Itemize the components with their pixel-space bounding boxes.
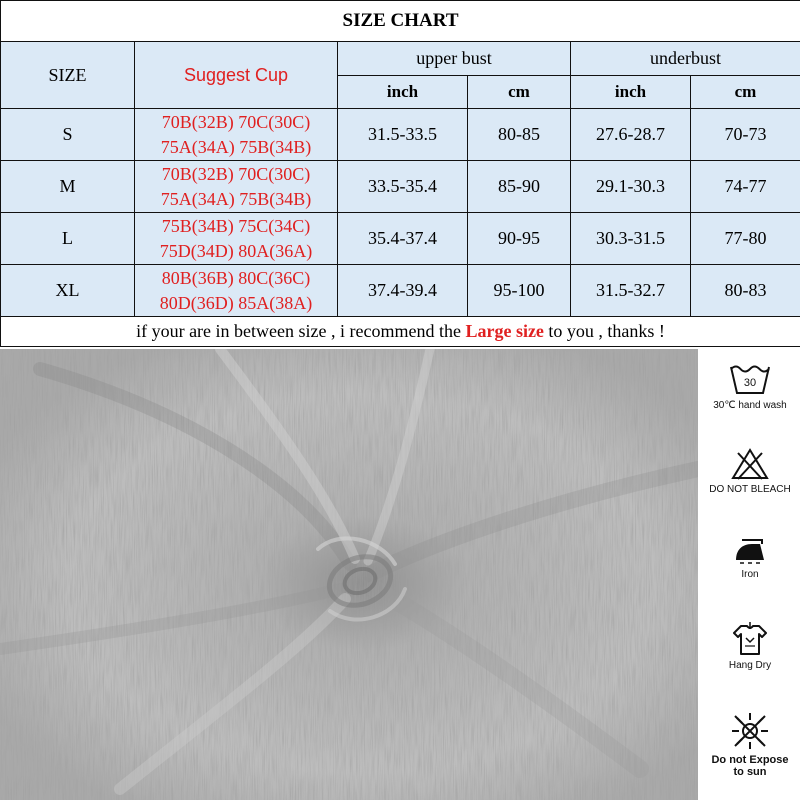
hang-dry-icon [730, 621, 770, 657]
upper-bust-header: upper bust [338, 42, 571, 76]
size-cell: L [1, 213, 135, 265]
iron-icon [730, 534, 770, 566]
fabric-photo [0, 349, 698, 800]
size-header: SIZE [1, 42, 135, 109]
note-text: if your are in between size , i recommend the [136, 321, 466, 341]
upper-bust-inch-cell: 35.4-37.4 [338, 213, 468, 265]
upper-bust-cm-cell: 90-95 [468, 213, 571, 265]
underbust-header: underbust [571, 42, 800, 76]
cup-line: 75D(34D) 80A(36A) [159, 240, 313, 261]
care-hang-dry [700, 621, 800, 672]
underbust-inch-cell: 30.3-31.5 [571, 213, 691, 265]
upper-bust-cm-cell: 80-85 [468, 109, 571, 161]
iron-label: Iron [741, 569, 759, 580]
underbust-inch-header: inch [571, 76, 691, 109]
upper-bust-cm-cell: 85-90 [468, 161, 571, 213]
care-iron [700, 534, 800, 581]
cup-line: 75A(34A) 75B(34B) [160, 136, 312, 157]
care-no-bleach [700, 447, 800, 496]
cup-line: 75B(34B) 75C(34C) [161, 215, 311, 236]
underbust-cm-cell: 80-83 [691, 265, 800, 317]
wash-temp-label: 30 [743, 377, 757, 389]
upper-bust-cm-header: cm [468, 76, 571, 109]
upper-bust-inch-header: inch [338, 76, 468, 109]
table-row-m [1, 161, 800, 213]
no-sun-label-line-1: Do not Expose [711, 754, 789, 766]
no-bleach-icon [730, 447, 770, 481]
cup-cell [135, 161, 338, 213]
cup-line: 70B(32B) 70C(30C) [161, 163, 311, 184]
cup-line: 75A(34A) 75B(34B) [160, 188, 312, 209]
care-hand-wash [700, 361, 800, 412]
underbust-cm-cell: 70-73 [691, 109, 800, 161]
underbust-cm-cell: 77-80 [691, 213, 800, 265]
cup-cell [135, 213, 338, 265]
underbust-inch-cell: 31.5-32.7 [571, 265, 691, 317]
upper-bust-cm-cell: 95-100 [468, 265, 571, 317]
no-bleach-label: DO NOT BLEACH [709, 484, 791, 495]
underbust-inch-cell: 27.6-28.7 [571, 109, 691, 161]
cup-cell [135, 265, 338, 317]
care-no-sun [700, 711, 800, 778]
size-cell: S [1, 109, 135, 161]
upper-bust-inch-cell: 33.5-35.4 [338, 161, 468, 213]
table-row-s [1, 109, 800, 161]
size-chart-table [0, 0, 800, 347]
size-recommendation-note [1, 317, 800, 347]
table-row-xl [1, 265, 800, 317]
cup-cell [135, 109, 338, 161]
cup-line: 80B(36B) 80C(36C) [161, 267, 311, 288]
cup-line: 80D(36D) 85A(38A) [159, 292, 313, 313]
underbust-inch-cell: 29.1-30.3 [571, 161, 691, 213]
hang-dry-label: Hang Dry [728, 660, 772, 671]
note-highlight: Large size [465, 321, 544, 341]
underbust-cm-cell: 74-77 [691, 161, 800, 213]
hand-wash-label: 30℃ hand wash [713, 400, 787, 411]
chart-title: SIZE CHART [1, 1, 800, 42]
care-instructions-panel [700, 349, 800, 800]
cup-line: 70B(32B) 70C(30C) [161, 111, 311, 132]
no-sun-icon [730, 711, 770, 751]
size-cell: XL [1, 265, 135, 317]
upper-bust-inch-cell: 37.4-39.4 [338, 265, 468, 317]
underbust-cm-header: cm [691, 76, 800, 109]
no-sun-label-line-2: to sun [733, 766, 767, 778]
size-cell: M [1, 161, 135, 213]
hand-wash-icon [728, 361, 772, 397]
upper-bust-inch-cell: 31.5-33.5 [338, 109, 468, 161]
suggest-cup-header: Suggest Cup [135, 42, 338, 109]
table-row-l [1, 213, 800, 265]
note-text: to you , thanks ! [543, 321, 665, 341]
